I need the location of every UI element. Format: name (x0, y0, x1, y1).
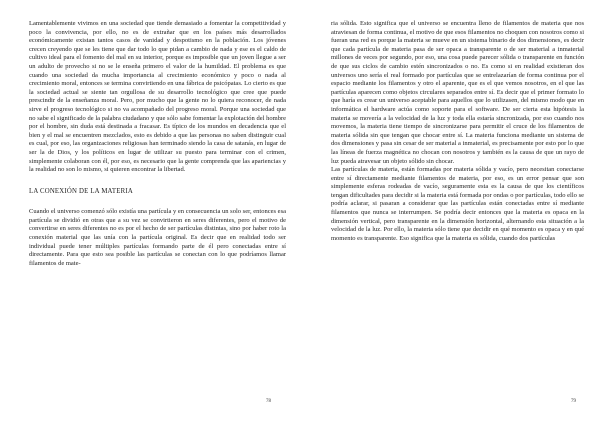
left-page-body (29, 20, 286, 268)
paragraph: Lamentablemente vivimos en una sociedad que tiende demasiado a fomentar la competitividad y poco la convivencia, por ello, no es de extrañar que en los países más desarrollados económicamente existan tantos casos de vanidad y despotismo en la población. Los jóvenes crecen creyendo que se les tiene que dar todo lo que pidan a cambio de nada y ese es el caldo de cultivo ideal para el fomento del mal en su interior, porque es imposible que un joven llegue a ser un adulto de provecho si no se le enseña primero el valor de la humildad. El problema es que cuando una sociedad da mucha importancia al crecimiento económico y poco o nada al crecimiento moral, entonces se termina convirtiendo en una fábrica de psicópatas. Lo cierto es que la sociedad actual se siente tan orgullosa de su desarrollo tecnológico que cree que puede prescindir de la enseñanza moral. Pero, por mucho que la gente no lo quiera reconocer, de nada sirve el progreso tecnológico si no va acompañado del progreso moral. Porque una sociedad que no sabe el significado de la palabra ciudadano y que sólo sabe fomentar la explotación del hombre por el hombre, sin duda está destinada a fracasar. Es típico de los mundos en decadencia que el bien y el mal se encuentren mezclados, esto es debido a que las personas no saben distinguir cual es cual, por eso, las organizaciones religiosas han terminado siendo la casa de satanás, en lugar de ser la de Dios, y los políticos en lugar de utilizar su puesto para terminar con el crimen, simplemente colaboran con él, por eso, es necesario que la gente comprenda que las apariencias y la realidad no son lo mismo, si quieren encontrar la libertad. (29, 20, 286, 174)
page-number: 78 (266, 399, 271, 404)
paragraph: ria sólida. Esto significa que el universo se encuentra lleno de filamentos de materia que nos atraviesan de forma continua, el motivo de que esos filamentos no choquen con nosotros como si fueran una red es porque la materia se mueve en un sistema binario de dos dimensiones, es decir que cada partícula de materia pasa de ser opaca a transparente o de ser material a inmaterial millones de veces por segundo, por eso, una cosa puede parecer sólida o transparente en función de que sus ciclos de cambio estén sincronizados o no. Es como si en realidad existieran dos universos uno sería el real formado por partículas que se entrelazarían de forma continua por el espacio mediante los filamentos y otro el aparente, que es el que vemos nosotros, en el que las partículas aparecen como objetos circulares separados entre sí. Es decir que el primer formato lo que haría es crear un universo aceptable para aquellos que lo utilizasen, del mismo modo que en informática el hardware actúa como soporte para el software. De ser cierta esta hipótesis la materia se movería a la velocidad de la luz y toda ella estaría sincronizada, por eso cuando nos movemos, la materia tiene tiempo de sincronizarse para permitir el cruce de los filamentos de materia sólida sin que tengan que chocar entre sí. La materia funciona mediante un sistema de dos dimensiones y pasa sin cesar de ser material a inmaterial, es precisamente por esto por lo que las líneas de fuerza magnética no chocan con nosotros y también es la causa de que un rayo de luz pueda atravesar un objeto sólido sin chocar. (331, 20, 584, 165)
right-page (300, 0, 600, 424)
page-number: 79 (571, 399, 576, 404)
paragraph: Las partículas de materia, están formadas por materia sólida y vacío, pero necesitan conectarse entre sí directamente mediante filamentos de materia, por eso, es un error pensar que son simplemente esferas rodeadas de vacío, seguramente esta es la causa de que los científicos tengan dificultades para decidir si la materia está formada por ondas o por partículas, todo ello se podría aclarar, si pasaran a considerar que las partículas están conectadas entre sí mediante filamentos que nunca se interrumpen. Se podría decir entonces que la materia es opaca en la dimensión vertical, pero transparente en la dimensión horizontal, alternando esta situación a la velocidad de la luz. Por ello, la materia sólo tiene que decidir en qué momento es opaca y en qué momento es transparente. Eso significa que la materia es sólida, cuando dos partículas (331, 166, 584, 242)
paragraph: Cuando el universo comenzó sólo existía una partícula y en consecuencia un solo ser, entonces esa partícula se dividió en otras que a su vez se convirtieron en seres diferentes, pero el motivo de convertirse en seres diferentes no es por el hecho de ser partículas distintas, sino por haber roto la conexión material que las unía con la partícula original. Es decir que en realidad todo ser individual puede tener múltiples partículas formando parte de él pero conectadas entre sí directamente. Para que esto sea posible las partículas se conectan con lo que podríamos llamar filamentos de mate- (29, 208, 286, 267)
section-heading: LA CONEXIÓN DE LA MATERIA (29, 187, 133, 195)
right-page-body (331, 20, 584, 243)
